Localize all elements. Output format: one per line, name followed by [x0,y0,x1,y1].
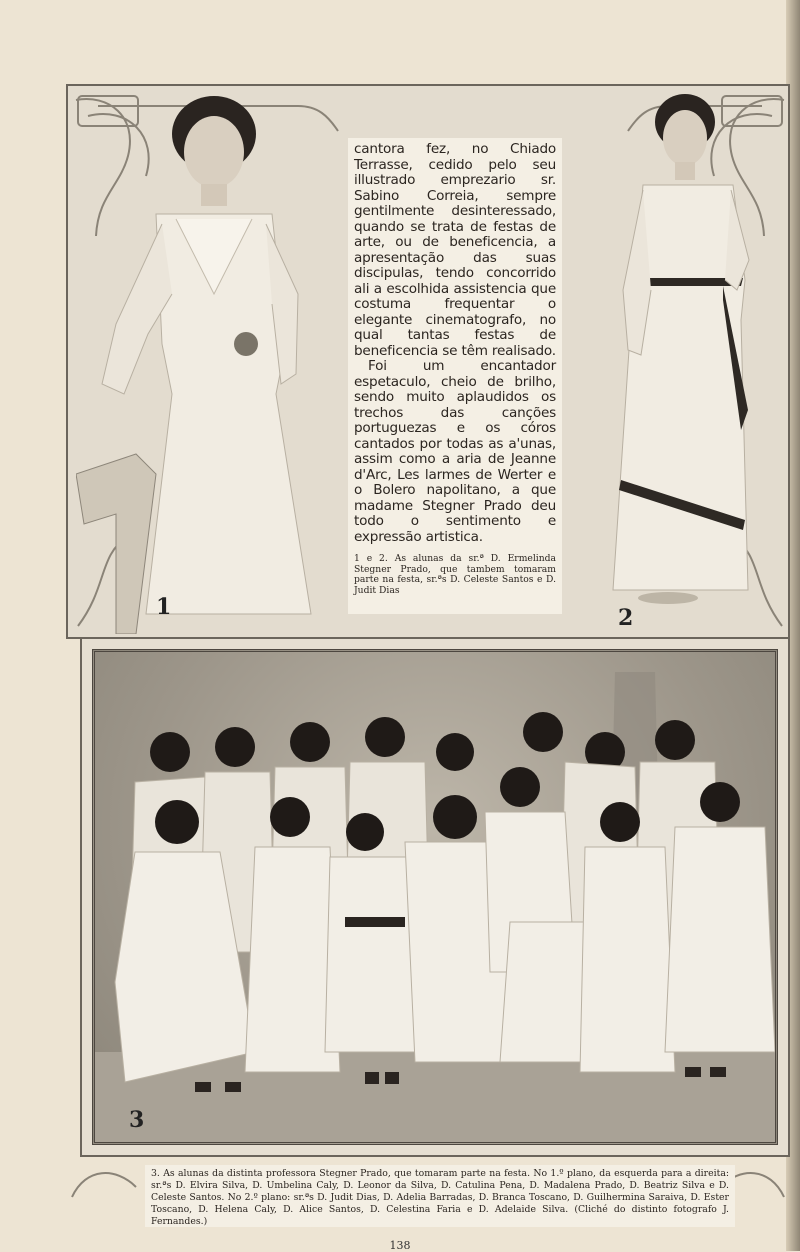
top-plate [66,84,790,639]
group-photo-3 [92,649,778,1145]
bottom-plate [80,637,790,1157]
article-paragraph: Foi um encantador espetaculo, cheio de brilho, sendo muito aplaudidos os trechos das canções portuguezas e os córos cantados por todas as a'unas, assim como a aria de Jeanne d'Arc, Les larmes de Werter e o Bolero napolitano, a que madame Stegner Prado deu todo o sentimento e expressão artistica. [354,358,556,545]
portrait-photo-1 [76,94,336,634]
woman-portrait-illustration [573,90,783,634]
photo-caption-1-2: 1 e 2. As alunas da sr.ª D. Ermelinda Stegner Prado, que tambem tomaram parte na festa, sr.ªs D. Celeste Santos e D. Judit Dias [354,553,556,596]
article-text-box [348,138,562,614]
article-paragraph: cantora fez, no Chiado Terrasse, cedido pelo seu illustrado emprezario sr. Sabino Correia, sempre gentilmente desinteressado, quando se trata de festas de arte, ou de beneficencia, a apresentação das suas discipulas, tendo concorrido ali a escolhida assistencia que costuma frequentar o elegante cinematografo, no qual tantas festas de beneficencia se têm realisado. [354,141,556,359]
photo-number-3: 3 [129,1107,145,1133]
portrait-photo-2 [573,90,783,634]
photo-number-1: 1 [156,594,172,620]
group-photo-caption: 3. As alunas da distinta professora Stegner Prado, que tomaram parte na festa. No 1.º plano, da esquerda para a direita: sr.ªs D. Elvira Silva, D. Umbelina Caly, D. Leonor da Silva, D. Catulina Pena, D. Madalena Prado, D. Beatriz Silva e D. Celeste Santos. No 2.º plano: sr.ªs D. Judit Dias, D. Adelia Barradas, D. Branca Toscano, D. Guilhermina Saraiva, D. Ester Toscano, D. Helena Caly, D. Alice Santos, D. Celestina Faria e D. Adelaide Silva. (Cliché do distinto fotografo J. Fernandes.) [145,1165,735,1227]
page-number: 138 [389,1239,411,1252]
group-of-students-illustration [95,652,775,1142]
woman-portrait-illustration [76,94,336,634]
photo-number-2: 2 [618,605,634,631]
article-body [354,142,556,545]
